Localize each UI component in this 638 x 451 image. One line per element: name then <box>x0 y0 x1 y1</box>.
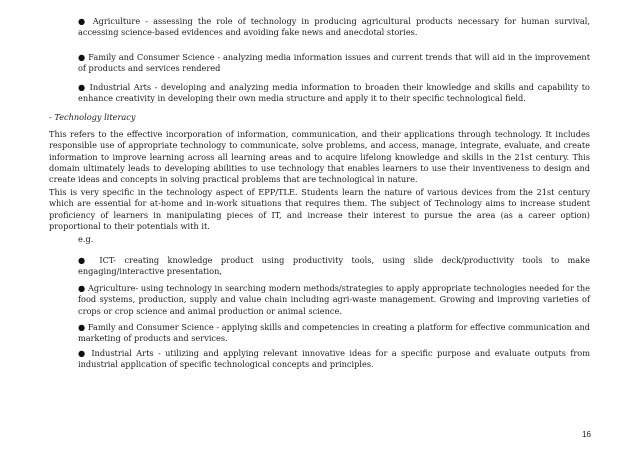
bullet-text: Family and Consumer Science - analyzing media information issues and current trends that will aid in the improvement of products and services rendered <box>78 52 591 74</box>
bullet-agriculture-tech <box>78 283 590 317</box>
section-heading: - Technology literacy <box>49 112 136 122</box>
bullet-text: Industrial Arts - developing and analyzing media information to broaden their knowledge and skills and capability to enhance creativity in developing their own media structure and apply it to their specific technological field. <box>78 82 590 104</box>
bullet-text: Family and Consumer Science - applying skills and competencies in creating a platform for effective communication and marketing of products and services. <box>78 322 590 344</box>
bullet-text: Agriculture - assessing the role of technology in producing agricultural products necessary for human survival, accessing science-based evidences and avoiding fake news and anecdotal stories. <box>78 16 590 38</box>
eg-label: e.g. <box>78 234 94 244</box>
bullet-industrial-arts-tech <box>78 348 590 371</box>
paragraph-epp-tle: This is very specific in the technology aspect of EPP/TLE. Students learn the nature of various devices from the 21st century which are essential for at-home and in-work situations that requires them. The subject of Technology aims to increase student proficiency of learners in manipulating pieces of IT, and increase their interest to pursue the area (as a career option) proportional to their potentials with it. <box>49 187 590 231</box>
bullet-mark: ● <box>78 82 87 92</box>
page-number: 16 <box>582 430 591 439</box>
bullet-mark: ● <box>78 255 91 265</box>
bullet-agriculture-media <box>78 16 590 39</box>
bullet-mark: ● <box>78 16 88 26</box>
bullet-industrial-arts-media <box>78 82 590 105</box>
bullet-family-consumer-tech <box>78 322 590 345</box>
paragraph-technology-literacy: This refers to the effective incorporation of information, communication, and their applications through technology. It includes responsible use of appropriate technology to communicate, solve problems, and access, manage, integrate, evaluate, and create information to improve learning across all learning areas and to acquire lifelong knowledge and skills in the 21st century. This domain ultimately leads to developing abilities to use technology that enables learners to use their inventiveness to design and create ideas and concepts in solving practical problems that are technological in nature. <box>49 129 590 185</box>
bullet-mark: ● <box>78 348 87 358</box>
bullet-mark: ● <box>78 52 86 62</box>
bullet-ict <box>78 255 590 278</box>
bullet-family-consumer-media <box>78 52 590 75</box>
bullet-mark: ● <box>78 283 86 293</box>
bullet-mark: ● <box>78 322 86 332</box>
bullet-text: Agriculture- using technology in searching modern methods/strategies to apply appropriate technologies needed for the food systems, production, supply and value chain including agri-waste management. Growing and improving varieties of crops or crop science and animal production or animal science. <box>78 283 590 316</box>
bullet-text: Industrial Arts - utilizing and applying relevant innovative ideas for a specific purpose and evaluate outputs from industrial application of specific technological concepts and principles. <box>78 348 590 370</box>
bullet-text: ICT- creating knowledge product using productivity tools, using slide deck/productivity tools to make engaging/interactive presentation, <box>78 255 590 277</box>
